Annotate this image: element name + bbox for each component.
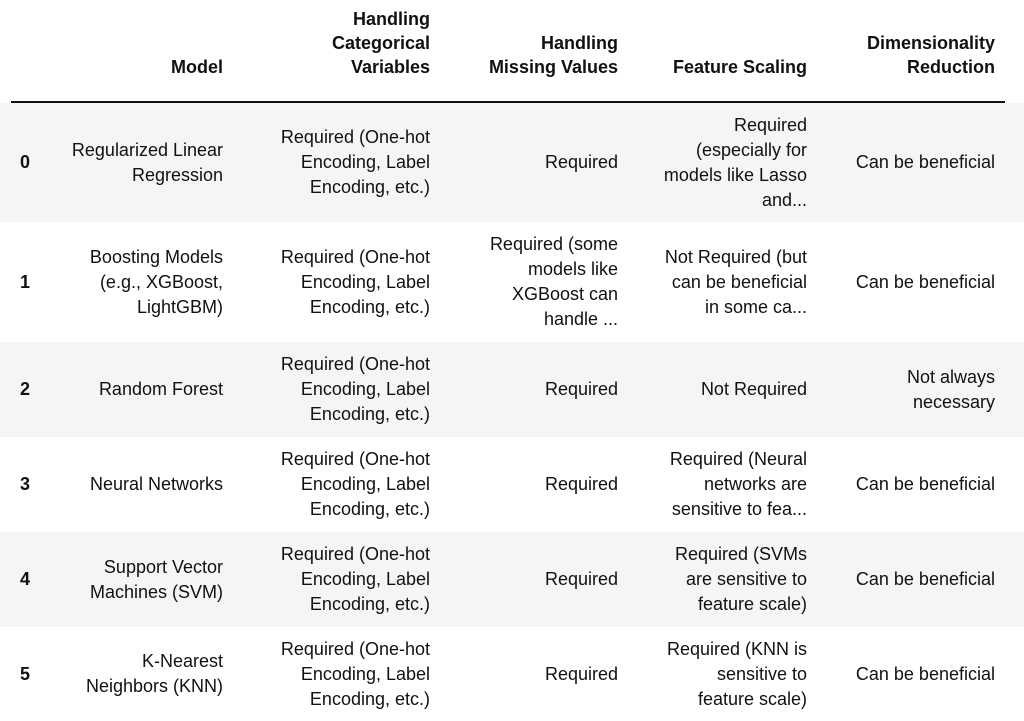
cell-dimensionality-reduction: Can be beneficial <box>855 271 995 292</box>
table-row <box>0 103 1024 222</box>
cell-missing-values: Required <box>544 152 618 172</box>
header-index <box>11 0 41 101</box>
cell-feature-scaling: Required (SVMs are sensitive to feature scale) <box>674 544 807 614</box>
header-categorical: Handling Categorical Variables <box>331 9 430 77</box>
table-row <box>0 342 1024 437</box>
cell-feature-scaling: Required (especially for models like Lasso and... <box>663 114 807 210</box>
cell-missing-values: Required <box>544 663 618 684</box>
cell-categorical: Required (One-hot Encoding, Label Encoding, etc.) <box>280 354 430 424</box>
cell-dimensionality-reduction: Can be beneficial <box>855 474 995 494</box>
cell-dimensionality-reduction: Can be beneficial <box>855 663 995 684</box>
cell-model: K-Nearest Neighbors (KNN) <box>85 651 223 696</box>
cell-model: Support Vector Machines (SVM) <box>89 556 223 602</box>
cell-categorical: Required (One-hot Encoding, Label Encoding, etc.) <box>280 638 430 709</box>
cell-categorical: Required (One-hot Encoding, Label Encoding, etc.) <box>280 544 430 614</box>
header-feature-scaling: Feature Scaling <box>672 57 807 77</box>
cell-missing-values: Required <box>544 569 618 589</box>
cell-model: Random Forest <box>98 379 223 399</box>
table-row <box>0 532 1024 627</box>
row-index: 0 <box>20 152 31 172</box>
cell-missing-values: Required <box>544 379 618 399</box>
cell-categorical: Required (One-hot Encoding, Label Encoding, etc.) <box>280 449 430 519</box>
row-index: 3 <box>20 474 31 494</box>
cell-model: Boosting Models (e.g., XGBoost, LightGBM) <box>89 246 223 317</box>
table-header-row <box>0 0 1024 101</box>
cell-categorical: Required (One-hot Encoding, Label Encoding, etc.) <box>280 246 430 317</box>
cell-model: Regularized Linear Regression <box>71 139 223 185</box>
cell-dimensionality-reduction: Can be beneficial <box>855 569 995 589</box>
cell-feature-scaling: Not Required (but can be beneficial in some ca... <box>664 246 807 317</box>
cell-dimensionality-reduction: Can be beneficial <box>855 152 995 172</box>
table-row <box>0 437 1024 532</box>
header-dimensionality-reduction: Dimensionality Reduction <box>866 33 995 77</box>
header-model: Model <box>171 57 223 77</box>
cell-model: Neural Networks <box>89 474 223 494</box>
table-row <box>0 222 1024 342</box>
row-index: 1 <box>20 271 31 292</box>
row-index: 2 <box>20 379 31 399</box>
cell-dimensionality-reduction: Not always necessary <box>906 366 995 412</box>
header-missing-values: Handling Missing Values <box>488 33 618 77</box>
cell-missing-values: Required (some models like XGBoost can handle ... <box>489 234 618 329</box>
table-row <box>0 627 1024 721</box>
row-index: 4 <box>20 569 31 589</box>
cell-feature-scaling: Required (Neural networks are sensitive to fea... <box>669 449 807 519</box>
cell-feature-scaling: Required (KNN is sensitive to feature scale) <box>666 638 807 709</box>
cell-categorical: Required (One-hot Encoding, Label Encoding, etc.) <box>280 127 430 197</box>
cell-missing-values: Required <box>544 474 618 494</box>
row-index: 5 <box>20 663 31 684</box>
cell-feature-scaling: Not Required <box>700 379 807 399</box>
